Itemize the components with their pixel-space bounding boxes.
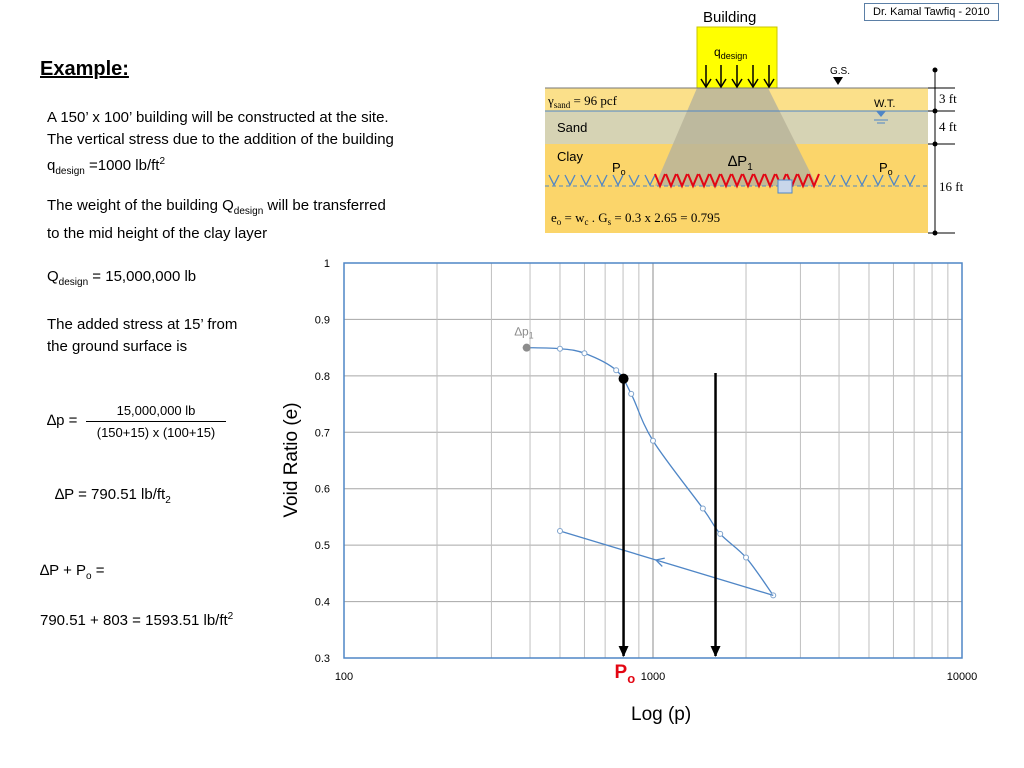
gamma-sand-label: $\gamma_{sand} = 96$ pcf (548, 93, 617, 110)
transfer-line-1: The weight of the building $Q_{design}$ will be transferred (47, 197, 386, 217)
po-axis-label: $P_o$ (614, 662, 636, 686)
y-tick-label: 0.7 (314, 427, 330, 440)
y-tick-label: 1 (323, 258, 330, 270)
dp-label: ∆p = (47, 412, 78, 429)
added-line-2: the ground surface is (47, 338, 188, 355)
q-design-value: $Q_{design} = 15,000,000$ lb (47, 268, 197, 288)
x-axis-label: Log (p) (631, 704, 692, 725)
sum-expression: $\Delta P + P_o$ = (40, 562, 105, 582)
final-arrowhead-icon (711, 646, 721, 657)
x-tick-label: 10000 (946, 671, 978, 683)
q-design-line: $q_{design} =1000$ $lb/ft^2$ (47, 156, 166, 177)
dim-3ft-label: 3 ft (939, 91, 957, 106)
po-arrowhead-icon (619, 646, 629, 657)
y-axis-label: Void Ratio (e) (281, 402, 302, 518)
problem-line-2: The vertical stress due to the addition of the building (47, 131, 394, 148)
y-tick-label: 0.8 (314, 370, 330, 383)
q-design-label: $q_{design}$ (714, 45, 748, 61)
unloading-line (560, 531, 773, 595)
po-right-label: $P_o$ (879, 160, 893, 177)
dim-4ft-label: 4 ft (939, 119, 957, 134)
credit-label: Dr. Kamal Tawfiq - 2010 (864, 3, 999, 21)
y-tick-label: 0.5 (314, 540, 330, 553)
data-point (700, 506, 705, 511)
building-label: Building (703, 9, 757, 26)
y-tick-labels (315, 258, 330, 665)
dp-numerator: 15,000,000 lb (116, 403, 196, 418)
dim-16ft-label: 16 ft (939, 179, 964, 194)
gs-label: G.S. (830, 66, 851, 77)
dp1-chart-label: $\Delta p_1$ (514, 324, 534, 341)
data-point (582, 351, 587, 356)
po-left-label: $P_o$ (612, 160, 626, 177)
data-point (557, 529, 562, 534)
example-heading: Example: (40, 58, 129, 80)
transfer-line-2: to the mid height of the clay layer (47, 225, 268, 242)
problem-line-1: A 150’ x 100’ building will be constructed at the site. (47, 109, 389, 126)
y-tick-label: 0.6 (314, 483, 330, 496)
clay-label: Clay (557, 149, 584, 164)
dp-denominator: (150+15) x (100+15) (96, 425, 216, 440)
data-point (718, 531, 723, 536)
sand-label: Sand (557, 120, 588, 135)
y-tick-label: 0.9 (314, 314, 330, 327)
data-point (614, 368, 619, 373)
dp-result: ∆P = 790.51 $lb/ft_2$ (55, 486, 171, 506)
y-tick-label: 0.4 (314, 596, 330, 609)
x-tick-label: 1000 (640, 671, 666, 683)
x-tick-labels (335, 671, 977, 683)
x-tick-label: 100 (334, 671, 354, 683)
delta-p1-label: $\Delta P_1$ (728, 153, 753, 173)
data-point (629, 391, 634, 396)
data-point (651, 438, 656, 443)
wt-label: W.T. (874, 98, 896, 110)
data-point (744, 555, 749, 560)
dp1-data-point (523, 344, 531, 352)
void-ratio-formula: $e_o = w_c$ . $G_s = 0.3$ x 2.65 = 0.795 (551, 210, 721, 227)
sum-result: 790.51 + 803 = 1593.51 $lb/ft^2$ (40, 611, 234, 629)
chart-series (523, 344, 776, 598)
chart-grid (344, 263, 962, 658)
y-tick-label: 0.3 (314, 653, 330, 665)
data-point (557, 346, 562, 351)
chart-annotations (515, 325, 721, 686)
added-line-1: The added stress at 15’ from (47, 316, 238, 333)
